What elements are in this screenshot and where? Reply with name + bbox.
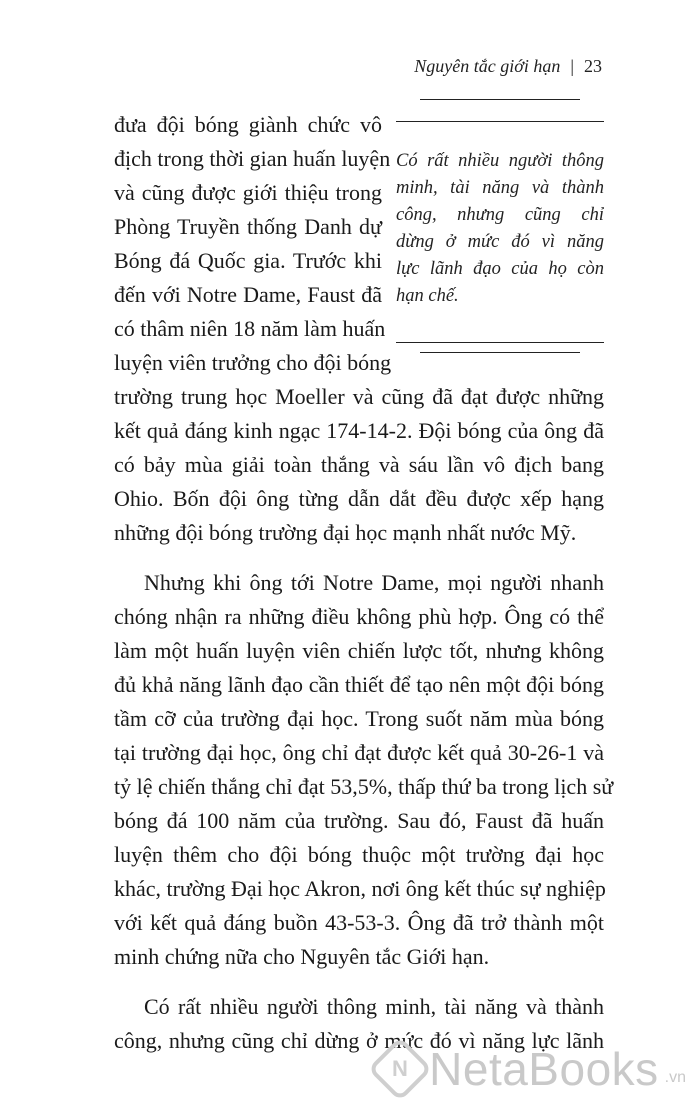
pull-quote-line: dừng ở mức đó vì năng <box>396 232 604 252</box>
body-line: luyện viên trưởng cho đội bóng <box>114 350 392 375</box>
body-line: kết quả đáng kinh ngạc 174-14-2. Đội bóng của ông đã <box>114 418 604 443</box>
body-line: địch trong thời gian huấn luyện <box>114 146 391 171</box>
body-line: bóng đá 100 năm của trường. Sau đó, Faust đã huấn <box>114 808 604 833</box>
body-line: tỷ lệ chiến thắng chỉ đạt 53,5%, thấp thứ ba trong lịch sử <box>114 774 614 799</box>
body-line: và cũng được giới thiệu trong <box>114 180 382 205</box>
watermark-brand: NetaBooks <box>429 1043 659 1095</box>
pull-quote-line: công, nhưng cũng chỉ <box>396 205 604 225</box>
body-line: luyện thêm cho đội bóng thuộc một trường đại học <box>114 842 604 867</box>
body-line: Bóng đá Quốc gia. Trước khi <box>114 248 382 273</box>
pull-quote-rule-top-short <box>420 99 580 100</box>
body-line: Có rất nhiều người thông minh, tài năng và thành <box>144 994 604 1019</box>
pull-quote-rule-bottom-short <box>420 352 580 353</box>
chapter-title: Nguyên tắc giới hạn <box>414 56 561 76</box>
pull-quote-line: minh, tài năng và thành <box>396 178 604 198</box>
body-line: Nhưng khi ông tới Notre Dame, mọi người nhanh <box>144 570 604 595</box>
body-line: tại trường đại học, ông chỉ đạt được kết quả 30-26-1 và <box>114 740 604 765</box>
body-line: đủ khả năng lãnh đạo cần thiết để tạo nên một đội bóng <box>114 672 604 697</box>
body-line: với kết quả đáng buồn 43-53-3. Ông đã trở thành một <box>114 910 604 935</box>
body-line: những đội bóng trường đại học mạnh nhất nước Mỹ. <box>114 520 577 545</box>
page-number: 23 <box>584 56 602 76</box>
body-line: chóng nhận ra những điều không phù hợp. Ông có thể <box>114 604 604 629</box>
body-line: khác, trường Đại học Akron, nơi ông kết thúc sự nghiệp <box>114 876 606 901</box>
header-separator: | <box>570 56 574 76</box>
pull-quote <box>396 148 604 310</box>
body-line: có thâm niên 18 năm làm huấn <box>114 316 386 341</box>
pull-quote-line: lực lãnh đạo của họ còn <box>396 259 604 279</box>
body-line: công, nhưng cũng chỉ dừng ở mức đó vì năng lực lãnh <box>114 1028 604 1053</box>
body-line: trường trung học Moeller và cũng đã đạt được những <box>114 384 604 409</box>
netabooks-watermark <box>377 1042 686 1096</box>
pull-quote-rule-bottom-long <box>396 342 604 343</box>
pull-quote-line: hạn chế. <box>396 286 459 306</box>
body-line: đưa đội bóng giành chức vô <box>114 112 382 137</box>
body-line: tầm cỡ của trường đại học. Trong suốt năm mùa bóng <box>114 706 604 731</box>
pull-quote-line: Có rất nhiều người thông <box>396 151 604 171</box>
body-line: có bảy mùa giải toàn thắng và sáu lần vô địch bang <box>114 452 604 477</box>
running-header <box>414 56 602 77</box>
body-line: minh chứng nữa cho Nguyên tắc Giới hạn. <box>114 944 490 969</box>
body-line: làm một huấn luyện viên chiến lược tốt, nhưng không <box>114 638 604 663</box>
netabooks-logo-icon: N <box>368 1036 433 1101</box>
body-line: Ohio. Bốn đội ông từng dẫn dắt đều được xếp hạng <box>114 486 604 511</box>
pull-quote-rule-top-long <box>396 121 604 122</box>
body-line: đến với Notre Dame, Faust đã <box>114 282 382 307</box>
body-line: Phòng Truyền thống Danh dự <box>114 214 382 239</box>
watermark-suffix: .vn <box>664 1069 686 1086</box>
